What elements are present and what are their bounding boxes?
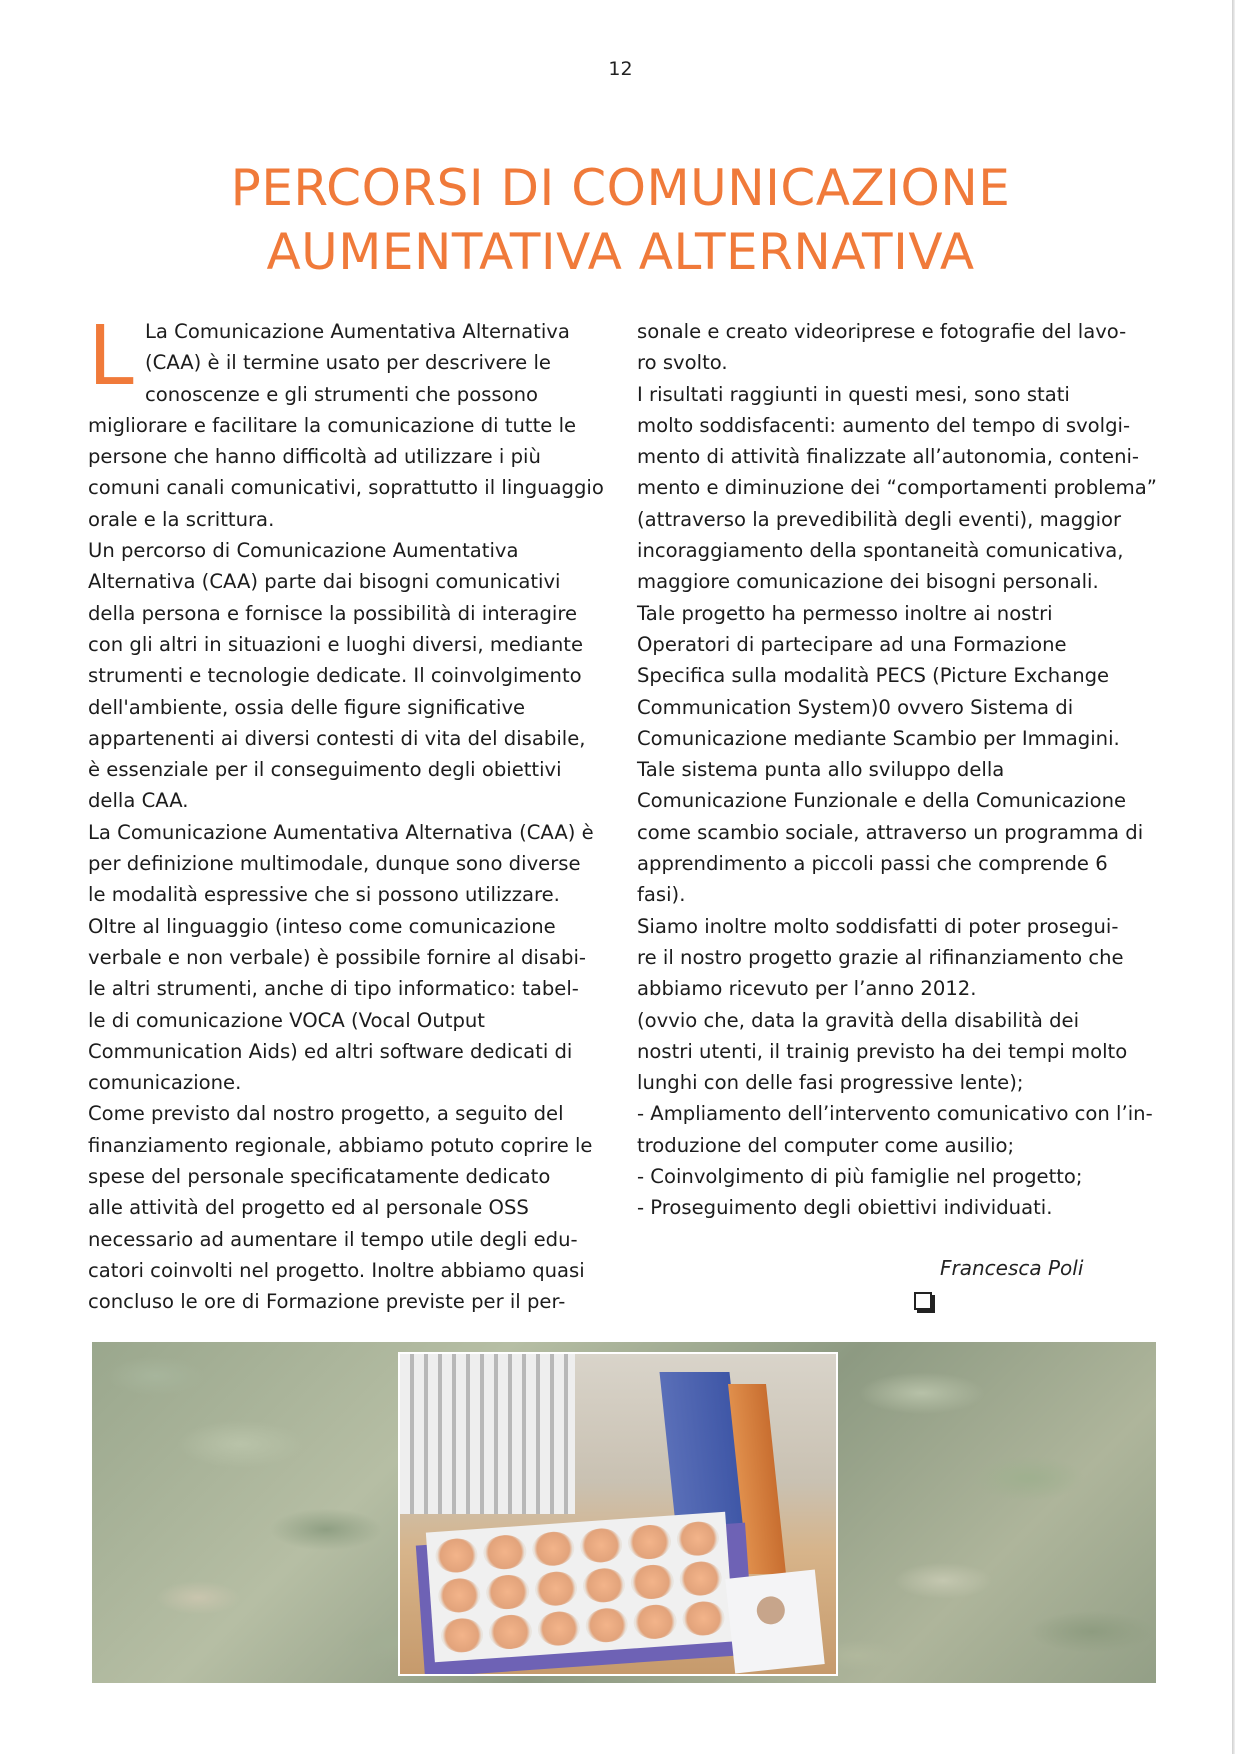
text-line: - Coinvolgimento di più famiglie nel progetto; [637,1165,1083,1189]
text-line: maggiore comunicazione dei bisogni personali. [637,570,1099,594]
photo-radiator [400,1354,575,1514]
text-line: della CAA. [88,789,189,813]
right-column [637,316,1177,1224]
text-line: Operatori di partecipare ad una Formazione [637,632,1067,656]
text-line: molto soddisfacenti: aumento del tempo di svolgi- [637,413,1131,437]
text-line: Communication Aids) ed altri software dedicati di [88,1039,573,1063]
text-line: le altri strumenti, anche di tipo informatico: tabel- [88,977,579,1001]
text-line: mento di attività finalizzate all’autonomia, conteni- [637,445,1140,469]
title-line-1: PERCORSI DI COMUNICAZIONE [230,159,1011,217]
text-line: nostri utenti, il trainig previsto ha dei tempi molto [637,1039,1128,1063]
text-line: La Comunicazione Aumentativa Alternativa [145,320,570,343]
photo-communication-album [398,1352,838,1676]
text-line: per definizione multimodale, dunque sono diverse [88,852,581,876]
text-line: le modalità espressive che si possono utilizzare. [88,883,560,907]
text-line: Oltre al linguaggio (inteso come comunicazione [88,914,556,938]
text-line: migliorare e facilitare la comunicazione di tutte le [88,413,577,437]
text-line: catori coinvolti nel progetto. Inoltre abbiamo quasi [88,1258,585,1282]
page-number: 12 [608,58,633,80]
text-line: Tale sistema punta allo sviluppo della [637,758,1005,782]
text-line: Un percorso di Comunicazione Aumentativa [88,539,519,563]
text-line: fasi). [637,883,686,907]
text-line: ro svolto. [637,351,728,375]
text-line: orale e la scrittura. [88,507,275,531]
text-line: appartenenti ai diversi contesti di vita del disabile, [88,726,586,750]
title-line-2: AUMENTATIVA ALTERNATIVA [266,223,975,281]
text-line: incoraggiamento della spontaneità comunicativa, [637,539,1124,563]
text-line: apprendimento a piccoli passi che comprende 6 [637,852,1108,876]
text-line: Comunicazione Funzionale e della Comunicazione [637,789,1127,813]
text-line: abbiamo ricevuto per l’anno 2012. [637,977,977,1001]
text-line: Come previsto dal nostro progetto, a seguito del [88,1102,564,1126]
text-line: - Proseguimento degli obiettivi individuati. [637,1196,1053,1220]
text-line: conoscenze e gli strumenti che possono [145,382,539,406]
text-line: - Ampliamento dell’intervento comunicativo con l’in- [637,1102,1153,1126]
text-line: sonale e creato videoriprese e fotografie del lavo- [637,320,1127,343]
text-line: con gli altri in situazioni e luoghi diversi, mediante [88,632,584,656]
end-of-article-mark [914,1292,932,1310]
text-line: concluso le ore di Formazione previste per il per- [88,1290,566,1314]
text-line: è essenziale per il conseguimento degli obiettivi [88,758,562,782]
text-line: (attraverso la prevedibilità degli eventi), maggior [637,507,1122,531]
text-line: finanziamento regionale, abbiamo potuto coprire le [88,1133,593,1157]
text-line: necessario ad aumentare il tempo utile degli edu- [88,1227,578,1251]
text-line: I risultati raggiunti in questi mesi, sono stati [637,382,1070,406]
text-line: dell'ambiente, ossia delle figure significative [88,695,526,719]
text-line: Communication System)0 ovvero Sistema di [637,695,1074,719]
photo-picture-card [725,1570,824,1674]
text-line: Comunicazione mediante Scambio per Immagini. [637,726,1120,750]
text-line: comuni canali comunicativi, soprattutto il linguaggio [88,476,604,500]
text-line: re il nostro progetto grazie al rifinanziamento che [637,945,1124,969]
text-line: troduzione del computer come ausilio; [637,1133,1015,1157]
text-line: le di comunicazione VOCA (Vocal Output [88,1008,485,1032]
text-line: persone che hanno difficoltà ad utilizzare i più [88,445,541,469]
text-line: della persona e fornisce la possibilità di interagire [88,601,578,625]
text-line: lunghi con delle fasi progressive lente); [637,1071,1024,1095]
text-line: alle attività del progetto ed al personale OSS [88,1196,529,1220]
article-title [0,156,1241,284]
drop-cap: L [88,309,134,404]
text-line: (ovvio che, data la gravità della disabilità dei [637,1008,1080,1032]
text-line: spese del personale specificatamente dedicato [88,1165,551,1189]
text-line: mento e diminuzione dei “comportamenti problema” [637,476,1157,500]
author-signature: Francesca Poli [940,1256,1084,1280]
text-line: verbale e non verbale) è possibile fornire al disabi- [88,945,587,969]
text-line: Specifica sulla modalità PECS (Picture Exchange [637,664,1110,688]
text-line: Siamo inoltre molto soddisfatti di poter prosegui- [637,914,1119,938]
left-column [88,309,628,1318]
text-line: La Comunicazione Aumentativa Alternativa (CAA) è [88,820,594,844]
text-line: strumenti e tecnologie dedicate. Il coinvolgimento [88,664,582,688]
text-line: Tale progetto ha permesso inoltre ai nostri [637,601,1053,625]
text-line: (CAA) è il termine usato per descrivere le [145,351,551,375]
photo-album-pages [426,1512,734,1663]
text-line: Alternativa (CAA) parte dai bisogni comunicativi [88,570,561,594]
text-line: come scambio sociale, attraverso un programma di [637,820,1144,844]
text-line: comunicazione. [88,1071,242,1095]
